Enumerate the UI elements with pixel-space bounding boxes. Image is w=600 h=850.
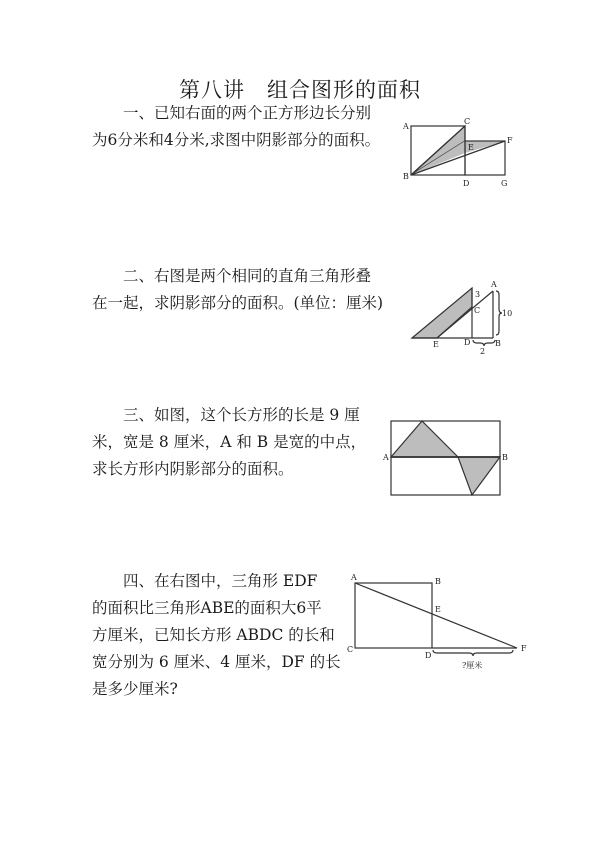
label-C: C [474,306,481,315]
label-F: F [507,136,513,145]
problem-4-line-1: 四、在右图中，三角形 EDF [123,572,318,590]
problem-1-line-1: 一、已知右面的两个正方形边长分别 [123,104,372,122]
label-D: D [425,651,432,660]
problem-3-line-1: 三、如图，这个长方形的长是 9 厘 [123,406,360,424]
lecture-topic: 组合图形的面积 [267,78,421,102]
label-F: F [521,644,527,653]
problem-4-line-4: 宽分别为 6 厘米、4 厘米，DF 的长 [92,653,341,671]
label-B: B [495,339,501,348]
label-E: E [468,143,474,152]
dim-2: 2 [480,347,486,356]
problem-3-line-3: 求长方形内阴影部分的面积。 [92,460,294,478]
problem-2-line-1: 二、右图是两个相同的直角三角形叠 [123,267,372,285]
label-A: A [491,280,497,289]
label-B: B [403,172,409,181]
problem-4-line-2: 的面积比三角形ABE的面积大6平 [92,599,322,617]
label-G: G [501,179,508,188]
label-D: D [464,338,471,347]
dim-DF: ?厘米 [462,661,483,670]
dim-3: 3 [475,290,481,299]
problem-4-line-3: 方厘米，已知长方形 ABDC 的长和 [92,626,335,644]
label-E: E [433,340,439,349]
problem-1-line-2: 为6分米和4分米,求图中阴影部分的面积。 [92,131,381,149]
label-C: C [464,117,471,126]
problem-2-line-2: 在一起，求阴影部分的面积。(单位：厘米) [92,294,384,312]
label-A: A [403,122,409,131]
problem-4-line-5: 是多少厘米? [92,680,178,698]
label-D: D [463,179,470,188]
lecture-number: 第八讲 [179,78,245,102]
label-A: A [351,573,357,582]
label-E: E [435,605,441,614]
problem-3-line-2: 米，宽是 8 厘米，A 和 B 是宽的中点， [92,433,367,451]
label-C: C [347,645,354,654]
label-B: B [435,577,441,586]
dim-10: 10 [502,309,513,318]
label-A: A [383,453,389,462]
label-B: B [502,453,508,462]
